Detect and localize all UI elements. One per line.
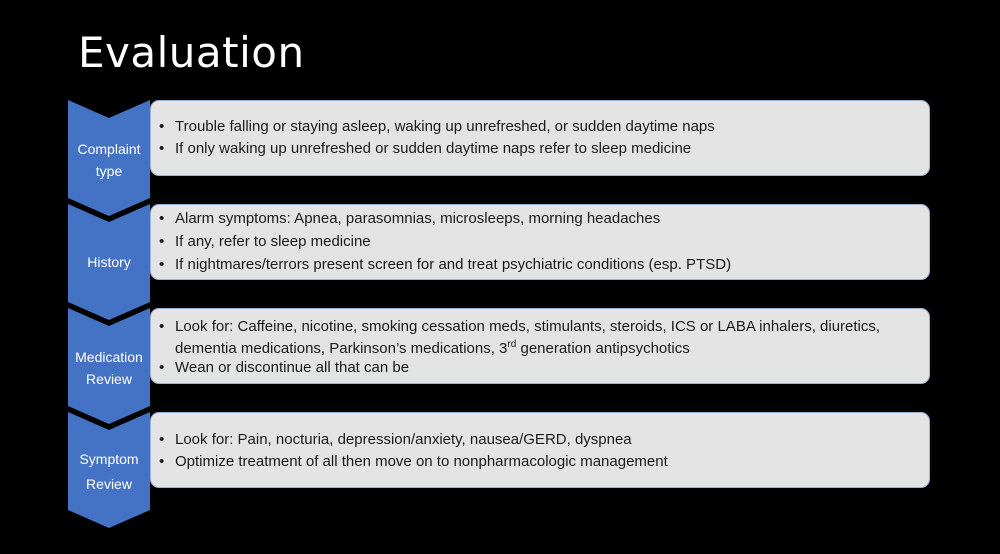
bullet-text: Look for: Caffeine, nicotine, smoking cessation meds, stimulants, steroids, ICS or LABA inhalers, diuretics, dementia medications, Parkinson’s medications, 3 [175, 318, 881, 357]
chevron-label-complaint-type [68, 138, 150, 182]
bullet-item: • If any, refer to sleep medicine [159, 231, 925, 253]
row-box-history [150, 204, 930, 280]
chevron-label-medication-review [68, 346, 150, 390]
chevron-label-history [68, 251, 150, 273]
chevron-label-symptom-review [68, 447, 150, 497]
bullet-item [159, 316, 925, 360]
chevron-label-line: Symptom [79, 451, 139, 467]
chevron-label-line: Complaint [77, 141, 141, 157]
chevron-label-line: Review [86, 476, 132, 492]
page-title: Evaluation [78, 28, 305, 77]
row-box-medication-review [150, 308, 930, 384]
row-box-symptom-review [150, 412, 930, 488]
bullet-item: • If only waking up unrefreshed or sudden daytime naps refer to sleep medicine [159, 138, 925, 160]
chevron-label-line: History [87, 254, 131, 270]
chevron-label-line: type [95, 163, 123, 179]
row-box-complaint-type [150, 100, 930, 176]
bullet-item: • If nightmares/terrors present screen for and treat psychiatric conditions (esp. PTSD) [159, 254, 925, 276]
bullet-item: • Wean or discontinue all that can be [159, 357, 925, 379]
bullet-text: generation antipsychotics [516, 340, 690, 357]
bullet-item: • Look for: Pain, nocturia, depression/anxiety, nausea/GERD, dyspnea [159, 429, 925, 451]
bullet-item: • Trouble falling or staying asleep, waking up unrefreshed, or sudden daytime naps [159, 116, 925, 138]
chevron-label-line: Review [86, 371, 132, 387]
bullet-item: • Optimize treatment of all then move on to nonpharmacologic management [159, 451, 925, 473]
superscript: rd [507, 339, 517, 350]
chevron-label-line: Medication [75, 349, 143, 365]
bullet-item: • Alarm symptoms: Apnea, parasomnias, microsleeps, morning headaches [159, 208, 925, 230]
